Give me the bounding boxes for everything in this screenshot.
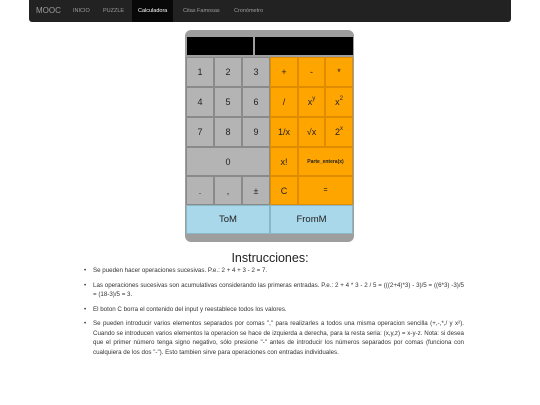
- from-memory-button[interactable]: FromM: [270, 205, 353, 234]
- key-6[interactable]: 6: [242, 87, 270, 117]
- key-multiply[interactable]: *: [325, 57, 353, 87]
- display-left[interactable]: [187, 37, 253, 55]
- nav-citas-famosas[interactable]: Citas Famosas: [183, 8, 220, 14]
- key-minus[interactable]: -: [298, 57, 325, 87]
- nav-inicio[interactable]: INICIO: [73, 8, 90, 14]
- key-comma[interactable]: ,: [214, 176, 242, 205]
- key-plus[interactable]: +: [270, 57, 298, 87]
- key-0[interactable]: 0: [186, 147, 270, 176]
- instruction-item: • El boton C borra el contenido del input y reestablece todos los valores.: [84, 305, 464, 315]
- to-memory-button[interactable]: ToM: [186, 205, 270, 234]
- key-x-squared-base: x: [335, 97, 340, 107]
- navbar: [29, 0, 511, 22]
- key-8[interactable]: 8: [214, 117, 242, 147]
- display-input[interactable]: [255, 37, 353, 55]
- key-divide[interactable]: /: [270, 87, 298, 117]
- brand-link[interactable]: MOOC: [36, 6, 61, 15]
- key-9[interactable]: 9: [242, 117, 270, 147]
- key-2-pow-x-base: 2: [334, 127, 340, 137]
- calculator: [185, 30, 354, 242]
- key-x-squared[interactable]: [325, 87, 353, 117]
- key-4[interactable]: 4: [186, 87, 214, 117]
- nav-cronometro[interactable]: Cronómetro: [234, 8, 264, 14]
- nav-puzzle[interactable]: PUZZLE: [103, 8, 125, 14]
- key-x-pow-y-base: x: [307, 97, 313, 107]
- instructions-list: [84, 266, 464, 362]
- key-sign-toggle[interactable]: ±: [242, 176, 270, 205]
- key-1[interactable]: 1: [186, 57, 214, 87]
- key-factorial[interactable]: x!: [270, 147, 298, 176]
- key-x-pow-y[interactable]: [298, 87, 325, 117]
- key-x-pow-y-exp: y: [312, 96, 316, 102]
- key-x-squared-exp: 2: [339, 96, 343, 102]
- nav-calculadora[interactable]: Calculadora: [132, 0, 173, 22]
- key-reciprocal[interactable]: 1/x: [270, 117, 298, 147]
- instructions-title: Instrucciones:: [231, 251, 309, 265]
- key-5[interactable]: 5: [214, 87, 242, 117]
- key-integer-part[interactable]: Parte_entera(x): [298, 147, 353, 176]
- key-decimal-point[interactable]: .: [186, 176, 214, 205]
- instruction-item: • Se pueden introducir varios elementos separados por comas "," para realizarles a todos una misma operacion sencilla (+,-,*,/ y x²). Cuando se introducen varios elementos la operacion se hace de izquierda a derecha, para la resta seria: (x,y,z) = x-y-z. Nota: si desea que el primer número tenga signo negativo, sólo presione "-" antes de introducir los números separados por comas (funciona con cualquiera de los dos "-"). Esto tambien sirve para operaciones con entradas individuales.: [84, 319, 464, 357]
- key-sqrt[interactable]: √x: [298, 117, 325, 147]
- key-7[interactable]: 7: [186, 117, 214, 147]
- instruction-item: • Las operaciones sucesivas son acumulativas considerando las primeras entradas. P.e.: 2 + 4 * 3 - 2 / 5 = (((2+4)*3) - 3)/5 = ((6*3) -3)/5 = (18-3)/5 = 3.: [84, 281, 464, 300]
- key-clear[interactable]: C: [270, 176, 298, 205]
- key-3[interactable]: 3: [242, 57, 270, 87]
- key-2-pow-x-exp: x: [340, 126, 343, 132]
- key-equals[interactable]: =: [298, 176, 353, 205]
- key-2[interactable]: 2: [214, 57, 242, 87]
- instruction-item: • Se pueden hacer operaciones sucesivas. P.e.: 2 + 4 + 3 - 2 = 7.: [84, 266, 464, 276]
- key-2-pow-x[interactable]: [325, 117, 353, 147]
